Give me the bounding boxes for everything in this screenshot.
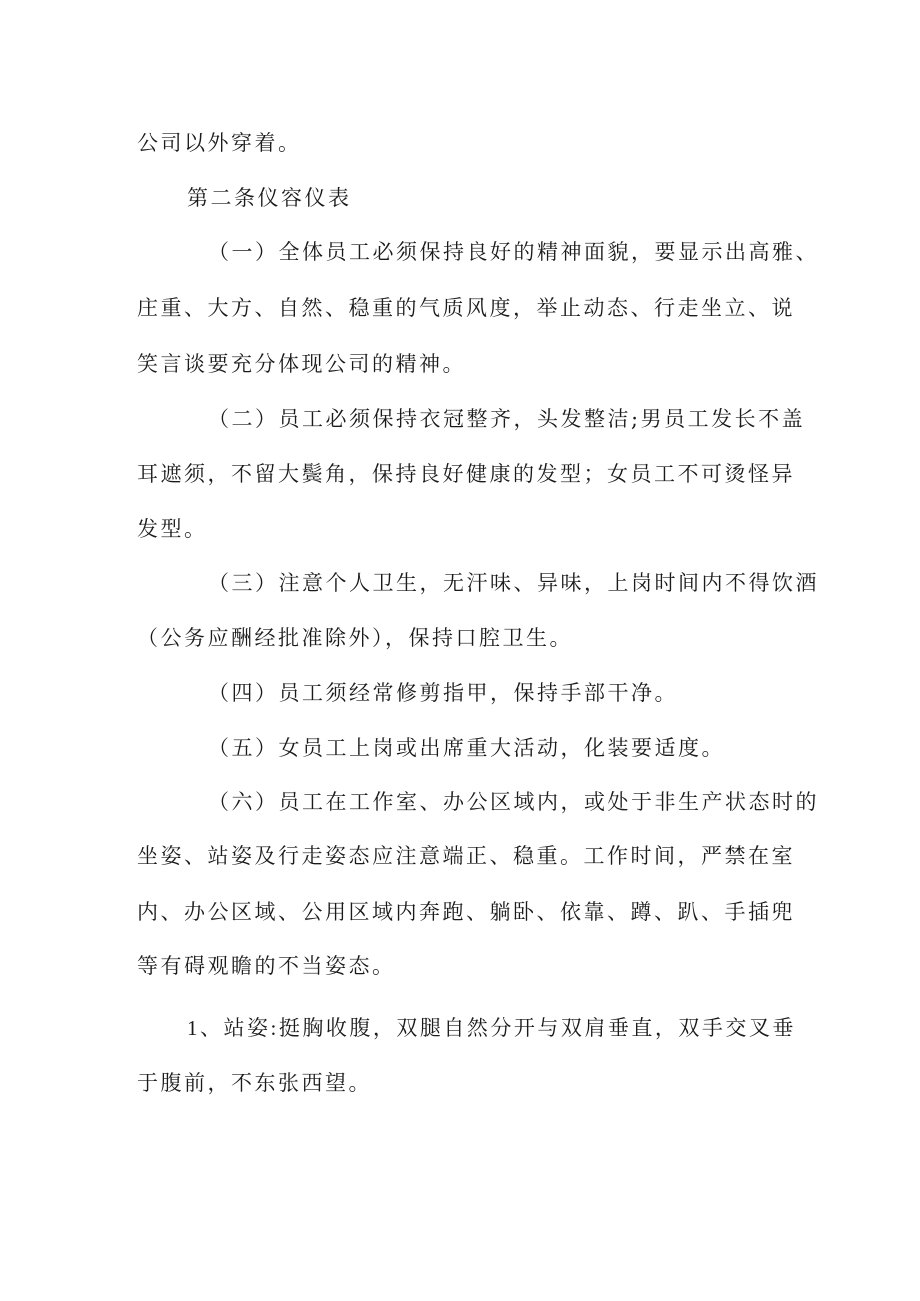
text-line: 等有碍观瞻的不当姿态。 <box>137 954 396 978</box>
section-heading: 第二条仪容仪表 <box>187 186 352 210</box>
text-line: （四）员工须经常修剪指甲，保持手部干净。 <box>208 681 678 705</box>
text-line: 公司以外穿着。 <box>137 131 302 155</box>
text-line: 坐姿、站姿及行走姿态应注意端正、稳重。工作时间，严禁在室 <box>137 844 795 868</box>
text-line: 1、站姿:挺胸收腹，双腿自然分开与双肩垂直，双手交叉垂 <box>187 1016 796 1040</box>
text-line: （二）员工必须保持衣冠整齐，头发整洁;男员工发长不盖 <box>208 407 806 431</box>
text-line: （六）员工在工作室、办公区域内，或处于非生产状态时的 <box>208 790 819 814</box>
text-line: （三）注意个人卫生，无汗味、异味，上岗时间内不得饮酒 <box>208 571 819 595</box>
text-line: （公务应酬经批准除外），保持口腔卫生。 <box>137 626 573 650</box>
text-line: 庄重、大方、自然、稳重的气质风度，举止动态、行走坐立、说 <box>137 296 795 320</box>
text-line: （五）女员工上岗或出席重大活动，化装要适度。 <box>208 736 725 760</box>
text-line: 内、办公区域、公用区域内奔跑、躺卧、依靠、蹲、趴、手插兜 <box>137 900 795 924</box>
text-line: 发型。 <box>137 517 208 541</box>
text-line: 耳遮须，不留大鬓角，保持良好健康的发型；女员工不可烫怪异 <box>137 462 795 486</box>
text-line: （一）全体员工必须保持良好的精神面貌，要显示出高雅、 <box>208 240 819 264</box>
text-line: 笑言谈要充分体现公司的精神。 <box>137 352 466 376</box>
text-line: 于腹前，不东张西望。 <box>137 1071 372 1095</box>
